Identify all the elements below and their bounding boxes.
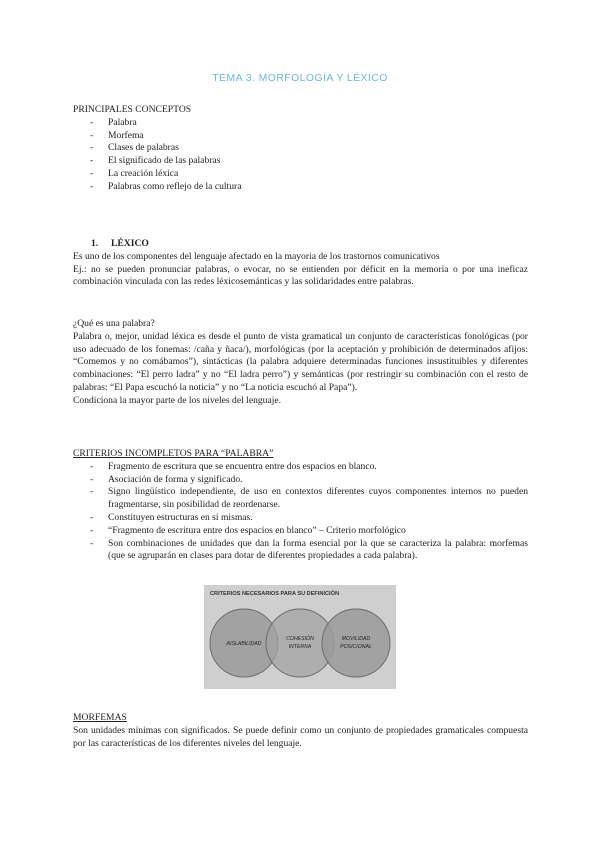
morfemas-section — [73, 712, 528, 750]
label-movilidad: MOVILIDAD — [341, 636, 371, 642]
label-posicional: POSICIONAL — [340, 644, 372, 650]
principales-list — [73, 117, 528, 194]
palabra-closing: Condiciona la mayor parte de los niveles del lenguaje. — [73, 394, 282, 406]
list-item: - Fragmento de escritura que se encuentra entre dos espacios en blanco. — [73, 461, 528, 474]
principales-heading: PRINCIPALES CONCEPTOS — [73, 104, 192, 115]
criterios-list — [73, 461, 528, 563]
list-item: - Palabras como reflejo de la cultura — [73, 181, 528, 194]
morfemas-definition: Son unidades mínimas con significados. Se puede definir como un conjunto de propiedades gramaticales compuesta por las características de los diferentes niveles del lenguaje. — [73, 724, 528, 749]
list-item: - “Fragmento de escritura entre dos espacios en blanco” – Criterio morfológico — [73, 525, 528, 538]
list-item: - Clases de palabras — [73, 142, 528, 155]
palabra-question: ¿Qué es una palabra? — [73, 318, 155, 329]
list-item: - Constituyen estructuras en sí mismas. — [73, 512, 528, 525]
label-aislabilidad: AISLABILIDAD — [226, 641, 262, 647]
criteria-diagram — [204, 585, 396, 689]
lexico-heading-row — [73, 238, 528, 251]
label-cohesion: COHESIÓN — [286, 636, 314, 642]
criterios-section — [73, 448, 528, 563]
list-item: - Signo lingüístico independiente, de uso en contextos diferentes cuyos componentes internos no pueden fragmentarse, sin posibilidad de reordenarse. — [73, 486, 528, 512]
lexico-heading: LÉXICO — [111, 238, 149, 249]
criterios-heading: CRITERIOS INCOMPLETOS PARA “PALABRA” — [73, 448, 274, 459]
circle-movilidad — [322, 609, 390, 677]
list-item: - La creación léxica — [73, 168, 528, 181]
list-item: - Palabra — [73, 117, 528, 130]
list-item: - El significado de las palabras — [73, 155, 528, 168]
morfemas-heading: MORFEMAS — [73, 712, 127, 723]
list-item: - Morfema — [73, 130, 528, 143]
palabra-section — [73, 318, 528, 408]
diagram-title: CRITERIOS NECESARIOS PARA SU DEFINICIÓN — [210, 591, 339, 597]
principales-section — [73, 104, 528, 194]
section-number: 1. — [91, 238, 99, 249]
lexico-paragraph-2: Ej.: no se pueden pronunciar palabras, o evocar, no se entienden por déficit en la memoria o por una ineficaz combinación vinculada con las redes léxicosemánticas y las solidaridades entre palabras. — [73, 263, 528, 288]
page-title: TEMA 3. MORFOLOGÍA Y LÉXICO — [212, 72, 388, 84]
list-item: - Son combinaciones de unidades que dan la forma esencial por la que se caracteriza la palabra: morfemas (que se agruparán en clases para dotar de diferentes propiedades a cada palabra). — [73, 538, 528, 564]
lexico-paragraph-1: Es uno de los componentes del lenguaje afectado en la mayoria de los trastornos comunicativos — [73, 250, 440, 262]
label-interna: INTERNA — [288, 644, 312, 650]
lexico-section — [73, 238, 528, 289]
list-item: - Asociación de forma y significado. — [73, 474, 528, 487]
palabra-definition: Palabra o, mejor, unidad léxica es desde el punto de vista gramatical un conjunto de características fonológicas (por uso adecuado de los fonemas: /caña y ñaca/), morfológicas (por la aceptación y prohibición de determinados afijos: “Comemos y no comábamos”), sintácticas (la palabra adquiere determinadas funciones insustituibles y diferentes combinaciones: “El perro ladra” y no “El ladra perro”) y semánticas (por restringir su combinación con el resto de palabras: “El Papa escuchó la noticia” y no “La noticia escuchó al Papa”). — [73, 330, 528, 393]
